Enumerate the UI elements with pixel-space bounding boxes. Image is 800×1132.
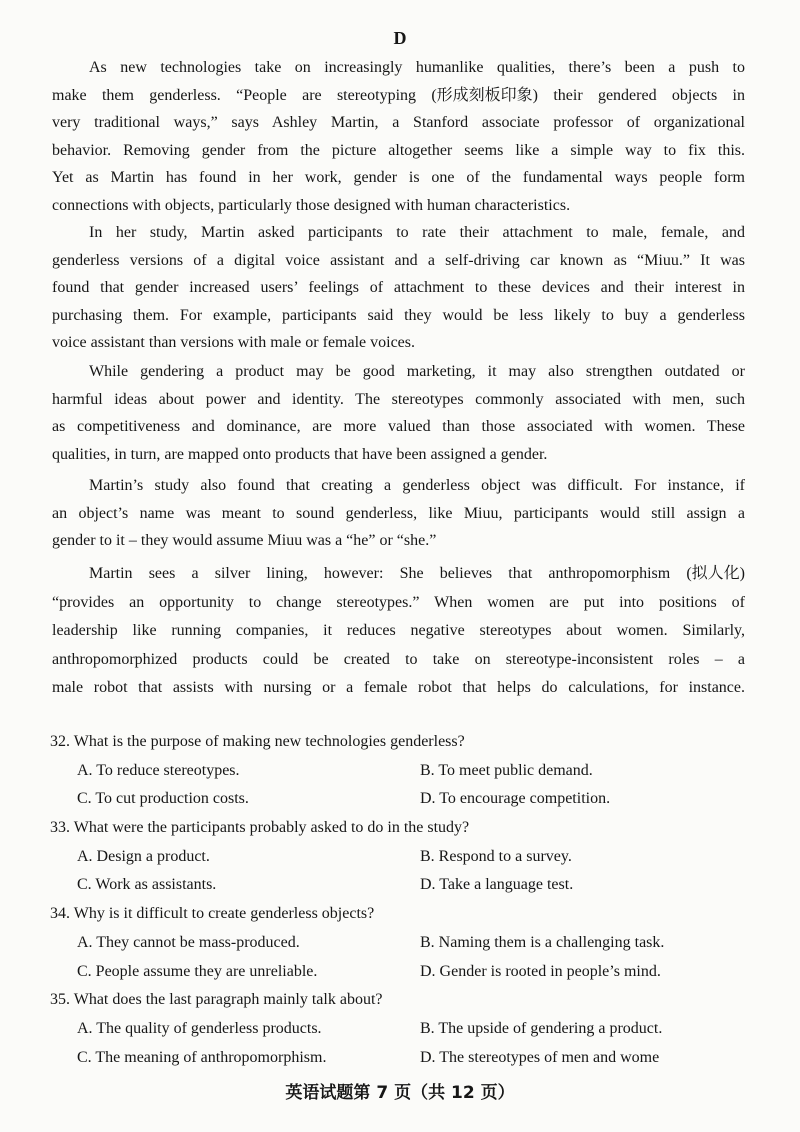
paragraph-line: harmful ideas about power and identity. The stereotypes commonly associated with men, such — [52, 390, 745, 408]
option-c: C. To cut production costs. — [77, 790, 249, 808]
option-d: D. Gender is rooted in people’s mind. — [420, 962, 661, 980]
option-b: B. The upside of gendering a product. — [420, 1019, 663, 1037]
option-a: A. Design a product. — [77, 847, 210, 865]
option-a: A. To reduce stereotypes. — [77, 761, 240, 779]
option-d: D. The stereotypes of men and wome — [420, 1048, 660, 1066]
question-34 — [50, 900, 750, 986]
option-row — [50, 929, 750, 958]
option-d: D. Take a language test. — [420, 876, 574, 894]
question-list — [50, 728, 750, 1072]
paragraph-line: In her study, Martin asked participants to rate their attachment to male, female, and — [89, 224, 745, 241]
question-33 — [50, 814, 750, 900]
option-c: C. People assume they are unreliable. — [77, 962, 318, 980]
question-stem: What is the purpose of making new technologies genderless? — [73, 733, 465, 750]
question-number: 33. — [50, 819, 70, 837]
paragraph-line: behavior. Removing gender from the picture altogether seems like a simple way to fix this. — [52, 141, 745, 159]
page-footer: 英语试题第 7 页（共 12 页） — [285, 1083, 515, 1103]
reading-passage — [52, 54, 745, 703]
paragraph-line: purchasing them. For example, participants said they would be less likely to buy a genderless — [52, 306, 745, 324]
paragraph-line: Martin’s study also found that creating a genderless object was difficult. For instance, if — [89, 477, 745, 494]
option-a: A. The quality of genderless products. — [77, 1019, 322, 1037]
option-row — [50, 785, 750, 814]
question-number: 34. — [50, 905, 70, 923]
question-number: 35. — [50, 991, 70, 1009]
option-b: B. To meet public demand. — [420, 761, 593, 779]
paragraph-line: voice assistant than versions with male or female voices. — [52, 334, 416, 351]
option-a: A. They cannot be mass-produced. — [77, 933, 300, 951]
option-c: C. Work as assistants. — [77, 876, 217, 894]
paragraph-line: connections with objects, particularly those designed with human characteristics. — [52, 196, 571, 214]
paragraph-line: found that gender increased users’ feelings of attachment to these devices and their interest in — [52, 279, 745, 296]
option-row — [50, 1015, 750, 1044]
paragraph-line: an object’s name was meant to sound genderless, like Miuu, participants would still assign a — [52, 504, 745, 522]
paragraph-line: male robot that assists with nursing or a female robot that helps do calculations, for instance. — [52, 679, 745, 696]
option-row — [50, 843, 750, 872]
question-number: 32. — [50, 733, 70, 750]
paragraph-line: “provides an opportunity to change stereotypes.” When women are put into positions of — [52, 593, 745, 611]
paragraph-line: very traditional ways,” says Ashley Martin, a Stanford associate professor of organizational — [52, 114, 745, 131]
question-stem-row — [50, 986, 750, 1015]
paragraph-3 — [52, 358, 745, 468]
section-label: D — [393, 28, 407, 48]
paragraph-line: Yet as Martin has found in her work, gender is one of the fundamental ways people form — [52, 169, 745, 186]
option-c: C. The meaning of anthropomorphism. — [77, 1048, 327, 1066]
paragraph-4 — [52, 472, 745, 555]
paragraph-line: qualities, in turn, are mapped onto products that have been assigned a gender. — [52, 445, 548, 463]
paragraph-line: as competitiveness and dominance, are more valued than those associated with women. These — [52, 418, 745, 435]
option-b: B. Respond to a survey. — [420, 847, 572, 865]
option-row — [50, 871, 750, 900]
question-stem-row — [50, 900, 750, 929]
question-35 — [50, 986, 750, 1072]
paragraph-line: While gendering a product may be good marketing, it may also strengthen outdated or — [89, 363, 745, 380]
question-stem: What does the last paragraph mainly talk about? — [73, 991, 383, 1009]
paragraph-line: gender to it – they would assume Miuu was a “he” or “she.” — [52, 532, 437, 549]
paragraph-line: make them genderless. “People are stereotyping (形成刻板印象) their gendered objects in — [52, 86, 745, 104]
option-row — [50, 757, 750, 786]
option-d: D. To encourage competition. — [420, 790, 611, 808]
question-stem-row — [50, 728, 750, 757]
option-row — [50, 958, 750, 987]
paragraph-line: anthropomorphized products could be created to take on stereotype-inconsistent roles – a — [52, 650, 745, 668]
question-32 — [50, 728, 750, 814]
paragraph-line: Martin sees a silver lining, however: She believes that anthropomorphism (拟人化) — [89, 565, 745, 582]
paragraph-2 — [52, 219, 745, 357]
paragraph-line: genderless versions of a digital voice assistant and a self-driving car known as “Miuu.” It was — [52, 251, 745, 269]
paragraph-line: As new technologies take on increasingly humanlike qualities, there’s been a push to — [89, 59, 745, 76]
option-row — [50, 1044, 750, 1073]
paragraph-line: leadership like running companies, it reduces negative stereotypes about women. Similarly, — [52, 622, 745, 639]
question-stem: What were the participants probably asked to do in the study? — [73, 819, 470, 837]
option-b: B. Naming them is a challenging task. — [420, 933, 665, 951]
paragraph-5 — [52, 560, 745, 703]
paragraph-1 — [52, 54, 745, 219]
question-stem: Why is it difficult to create genderless objects? — [73, 905, 375, 923]
question-stem-row — [50, 814, 750, 843]
